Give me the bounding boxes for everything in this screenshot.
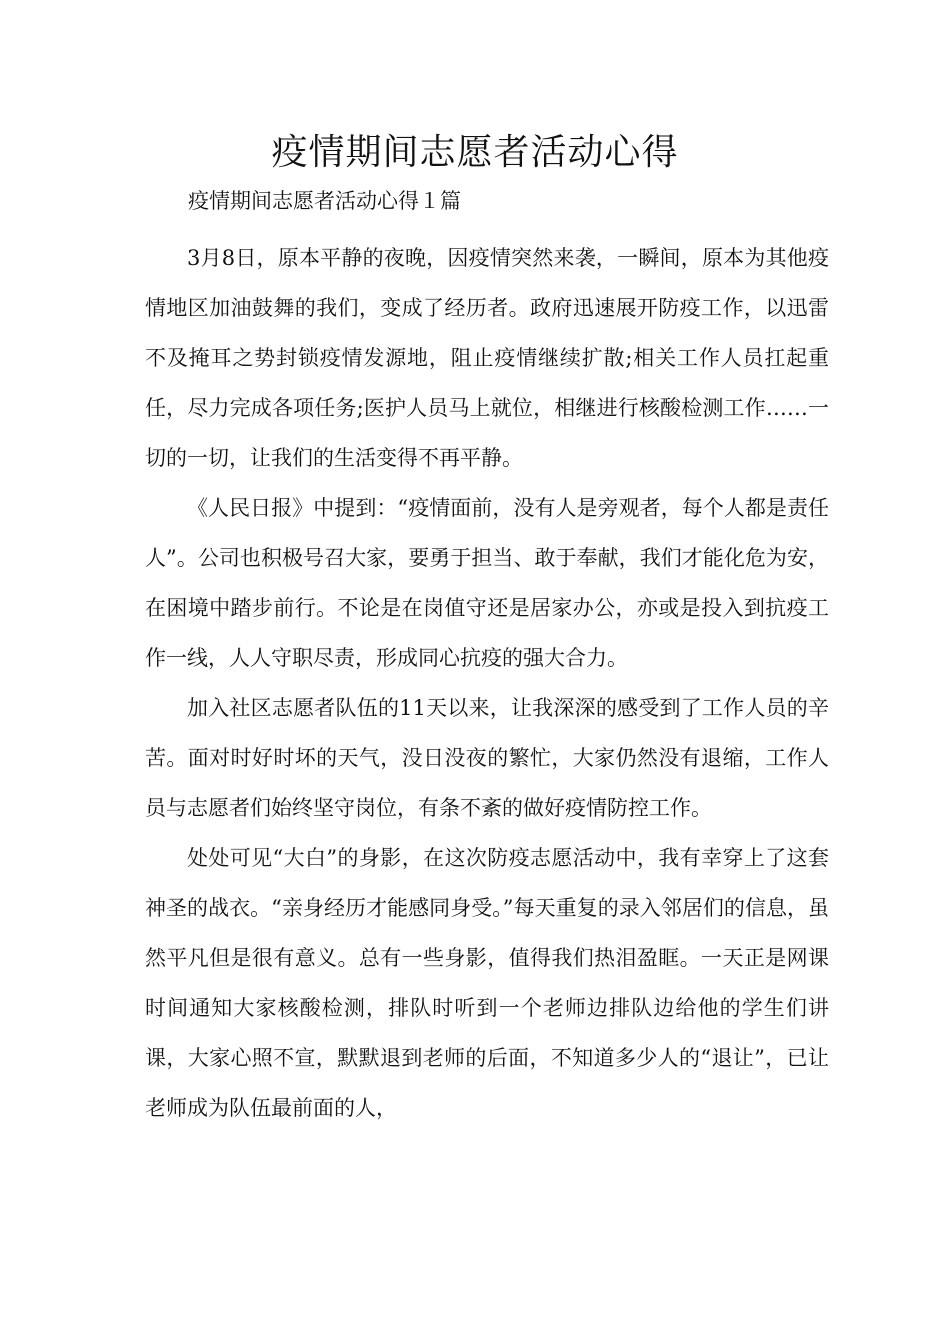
document-title: 疫情期间志愿者活动心得: [271, 132, 679, 173]
paragraph-1: 3月8日，原本平静的夜晚，因疫情突然来袭，一瞬间，原本为其他疫情地区加油鼓舞的我们，变成了经历者。政府迅速展开防疫工作，以迅雷不及掩耳之势封锁疫情发源地，阻止疫情继续扩散;相关工作人员扛起重任，尽力完成各项任务;医护人员马上就位，相继进行核酸检测工作……一切的一切，让我们的生活变得不再平静。: [145, 246, 829, 470]
paragraph-3: 加入社区志愿者队伍的11天以来，让我深深的感受到了工作人员的辛苦。面对时好时坏的天气，没日没夜的繁忙，大家仍然没有退缩，工作人员与志愿者们始终坚守岗位，有条不紊的做好疫情防控工作。: [145, 696, 829, 820]
paragraph-2: 《人民日报》中提到：“疫情面前，没有人是旁观者，每个人都是责任人”。公司也积极号召大家，要勇于担当、敢于奉献，我们才能化危为安，在困境中踏步前行。不论是在岗值守还是居家办公，亦或是投入到抗疫工作一线，人人守职尽责，形成同心抗疫的强大合力。: [145, 496, 829, 670]
paragraph-4: 处处可见“大白”的身影，在这次防疫志愿活动中，我有幸穿上了这套神圣的战衣。“亲身经历才能感同身受。”每天重复的录入邻居们的信息，虽然平凡但是很有意义。总有一些身影，值得我们热泪盈眶。一天正是网课时间通知大家核酸检测，排队时听到一个老师边排队边给他的学生们讲课，大家心照不宣，默默退到老师的后面，不知道多少人的“退让”，已让老师成为队伍最前面的人，: [145, 846, 829, 1120]
document-body: [145, 233, 829, 1133]
document-subtitle: 疫情期间志愿者活动心得１篇: [188, 189, 461, 213]
